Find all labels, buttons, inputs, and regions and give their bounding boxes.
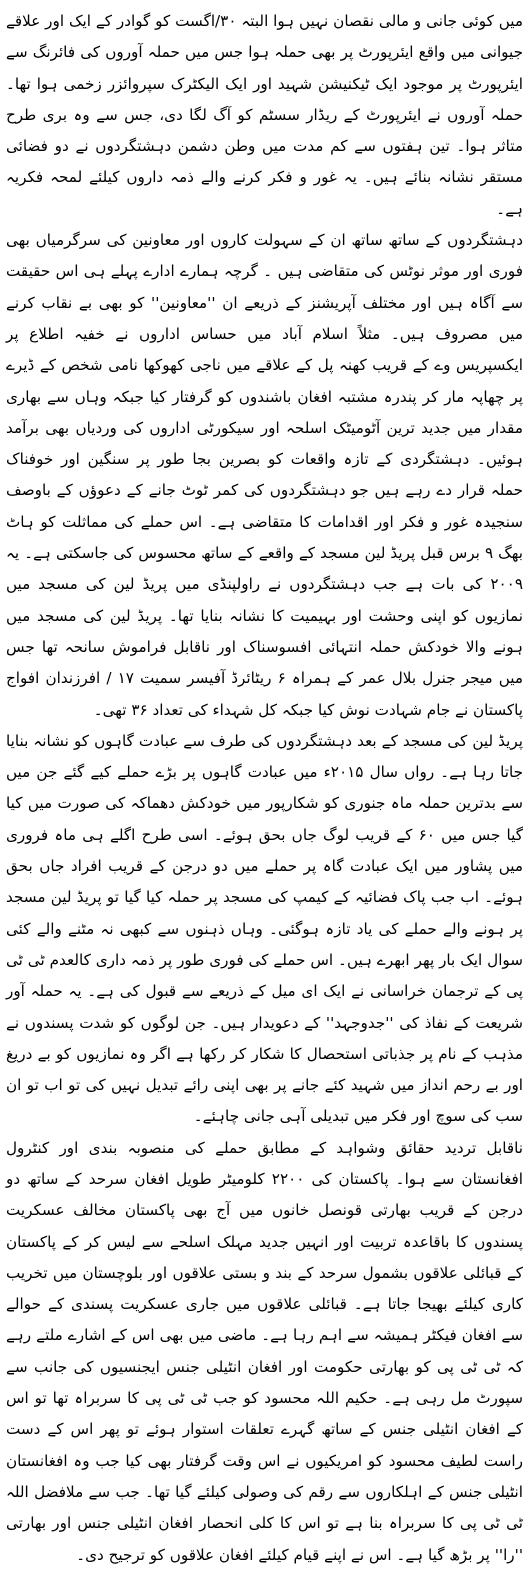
- article-paragraph: پریڈ لین کی مسجد کے بعد دہشتگردوں کی طرف سے عبادت گاہوں کو نشانہ بنایا جاتا رہا ہے۔ رواں سال ۲۰۱۵ء میں عبادت گاہوں پر بڑے حملے کیے گئے جن میں سے بدترین حملہ ماہ جنوری کو شکارپور میں خودکش دھماکہ کی صورت میں کیا گیا جس میں ۶۰ کے قریب لوگ جاں بحق ہوئے۔ اسی طرح اگلے ہی ماہ فروری میں پشاور میں ایک عبادت گاہ پر حملے میں دو درجن کے قریب افراد جاں بحق ہوئے۔ اب جب پاک فضائیہ کے کیمپ کی مسجد پر حملہ کیا گیا تو پریڈ لین مسجد پر ہونے والے حملے کی یاد تازہ ہوگئی۔ وہاں ذہنوں سے کبھی نہ مٹنے والے کئی سوال ایک بار پھر ابھرے ہیں۔ اس حملے کی فوری طور پر ذمہ داری کالعدم ٹی ٹی پی کے ترجمان خراسانی نے ایک ای میل کے ذریعے سے قبول کی ہے۔ یہ حملہ آور شریعت کے نفاذ کی ''جدوجہد'' کے دعویدار ہیں۔ جن لوگوں کو شدت پسندوں نے مذہب کے نام پر جذباتی استحصال کا شکار کر رکھا ہے اگر وہ نمازیوں کو بے دریغ اور بے رحم انداز میں شہید کئے جانے پر بھی اپنی رائے تبدیل نہیں کی تو اب تو ان سب کی سوچ اور فکر میں تبدیلی آہی جانی چاہئے۔: [6, 731, 523, 1126]
- article-paragraph: ناقابل تردید حقائق وشواہد کے مطابق حملے کی منصوبہ بندی اور کنٹرول افغانستان سے ہوا۔ پاکستان کی ۲۲۰۰ کلومیٹر طویل افغان سرحد کے ساتھ دو درجن کے قریب بھارتی قونصل خانوں میں آج بھی پاکستان مخالف عسکریت پسندوں کا باقاعدہ تربیت اور انہیں جدید مہلک اسلحے سے لیس کر کے پاکستان کے قبائلی علاقوں بشمول سرحد کے بند و بستی علاقوں اور بلوچستان میں تخریب کاری کیلئے بھیجا جاتا ہے۔ قبائلی علاقوں میں جاری عسکریت پسندی کے حوالے سے افغان فیکٹر ہمیشہ سے اہم رہا ہے۔ ماضی میں بھی اس کے اشارے ملتے رہے کہ ٹی ٹی پی کو بھارتی حکومت اور افغان انٹیلی جنس ایجنسیوں کی جانب سے سپورٹ مل رہی ہے۔ حکیم اللہ محسود کو جب ٹی ٹی پی کا سربراہ تھا تو اس کے افغان انٹیلی جنس کے ساتھ گہرے تعلقات استوار ہوئے تو پھر اس کے دست راست لطیف محسود کو امریکیوں نے اس وقت گرفتار بھی کیا جب وہ افغانستان انٹیلی جنس کے اہلکاروں سے رقم کی وصولی کیلئے گیا تھا۔ جب سے ملافضل اللہ ٹی ٹی پی کا سربراہ بنا ہے تو اس کا کلی انحصار افغان انٹیلی جنس اور بھارتی ''را'' پر بڑھ گیا ہے۔ اس نے اپنے قیام کیلئے افغان علاقوں کو ترجیح دی۔: [6, 1138, 523, 1564]
- article-paragraph: دہشتگردوں کے ساتھ ساتھ ان کے سہولت کاروں اور معاونین کی سرگرمیاں بھی فوری اور موثر نوٹس کی متقاضی ہیں ۔ گرچہ ہمارے ادارے پہلے ہی اس حقیقت سے آگاہ ہیں اور مختلف آپریشنز کے ذریعے ان ''معاونین'' کو بھی بے نقاب کرنے میں مصروف ہیں۔ مثلاً اسلام آباد میں حساس اداروں نے خفیہ اطلاع پر ایکسپریس وے کے قریب کھنہ پل کے علاقے میں ناجی کھوکھا نامی شخص کے ڈیرے پر چھاپہ مار کر پندرہ مشتبہ افغان باشندوں کو گرفتار کیا جبکہ وہاں سے بھاری مقدار میں جدید ترین آٹومیٹک اسلحہ اور سیکورٹی اداروں کی وردیاں بھی برآمد ہوئیں۔ دہشتگردی کے تازہ واقعات کو بصرین بجا طور پر سنگین اور خوفناک حملہ قرار دے رہے ہیں جو دہشتگردوں کی کمر ٹوٹ جانے کے دعوؤں کے باوصف سنجیدہ غور و فکر اور اقدامات کا متقاضی ہے۔ اس حملے کی مماثلت کو ہاٹ بھگ ۹ برس قبل پریڈ لین مسجد کے واقعے کے ساتھ محسوس کی جاسکتی ہے۔ یہ ۲۰۰۹ کی بات ہے جب دہشتگردوں نے راولپنڈی میں پریڈ لین کی مسجد میں نمازیوں کو اپنی وحشت اور بہیمیت کا نشانہ بنایا تھا۔ پریڈ لین کی مسجد میں ہونے والا خودکش حملہ انتہائی افسوسناک اور ناقابل فراموش سانحہ تھا جس میں میجر جنرل بلال عمر کے ہمراہ ۶ ریٹائرڈ آفیسر سمیت ۱۷ / افرزندان افواج پاکستان نے جام شہادت نوش کیا جبکہ کل شہداء کی تعداد ۳۶ تھی۔: [6, 231, 524, 719]
- article-paragraph: میں کوئی جانی و مالی نقصان نہیں ہوا البتہ ۳۰/اگست کو گوادر کے ایک اور علاقے جیوانی میں واقع ایئرپورٹ پر بھی حملہ ہوا جس میں حملہ آوروں کی فائرنگ سے ایئرپورٹ پر موجود ایک ٹیکنیشن شہید اور ایک الیکٹرک سپروائزر زخمی ہوا تھا۔ حملہ آوروں نے ایئرپورٹ کے ریڈار سسٹم کو آگ لگا دی، جس سے وہ بری طرح متاثر ہوا۔ تین ہفتوں سے کم مدت میں وطن دشمن دہشتگردوں نے دو فضائی مستقر نشانہ بنائے ہیں۔ یہ غور و فکر کرنے والے ذمہ داروں کیلئے لمحہ فکریہ ہے۔: [6, 12, 523, 218]
